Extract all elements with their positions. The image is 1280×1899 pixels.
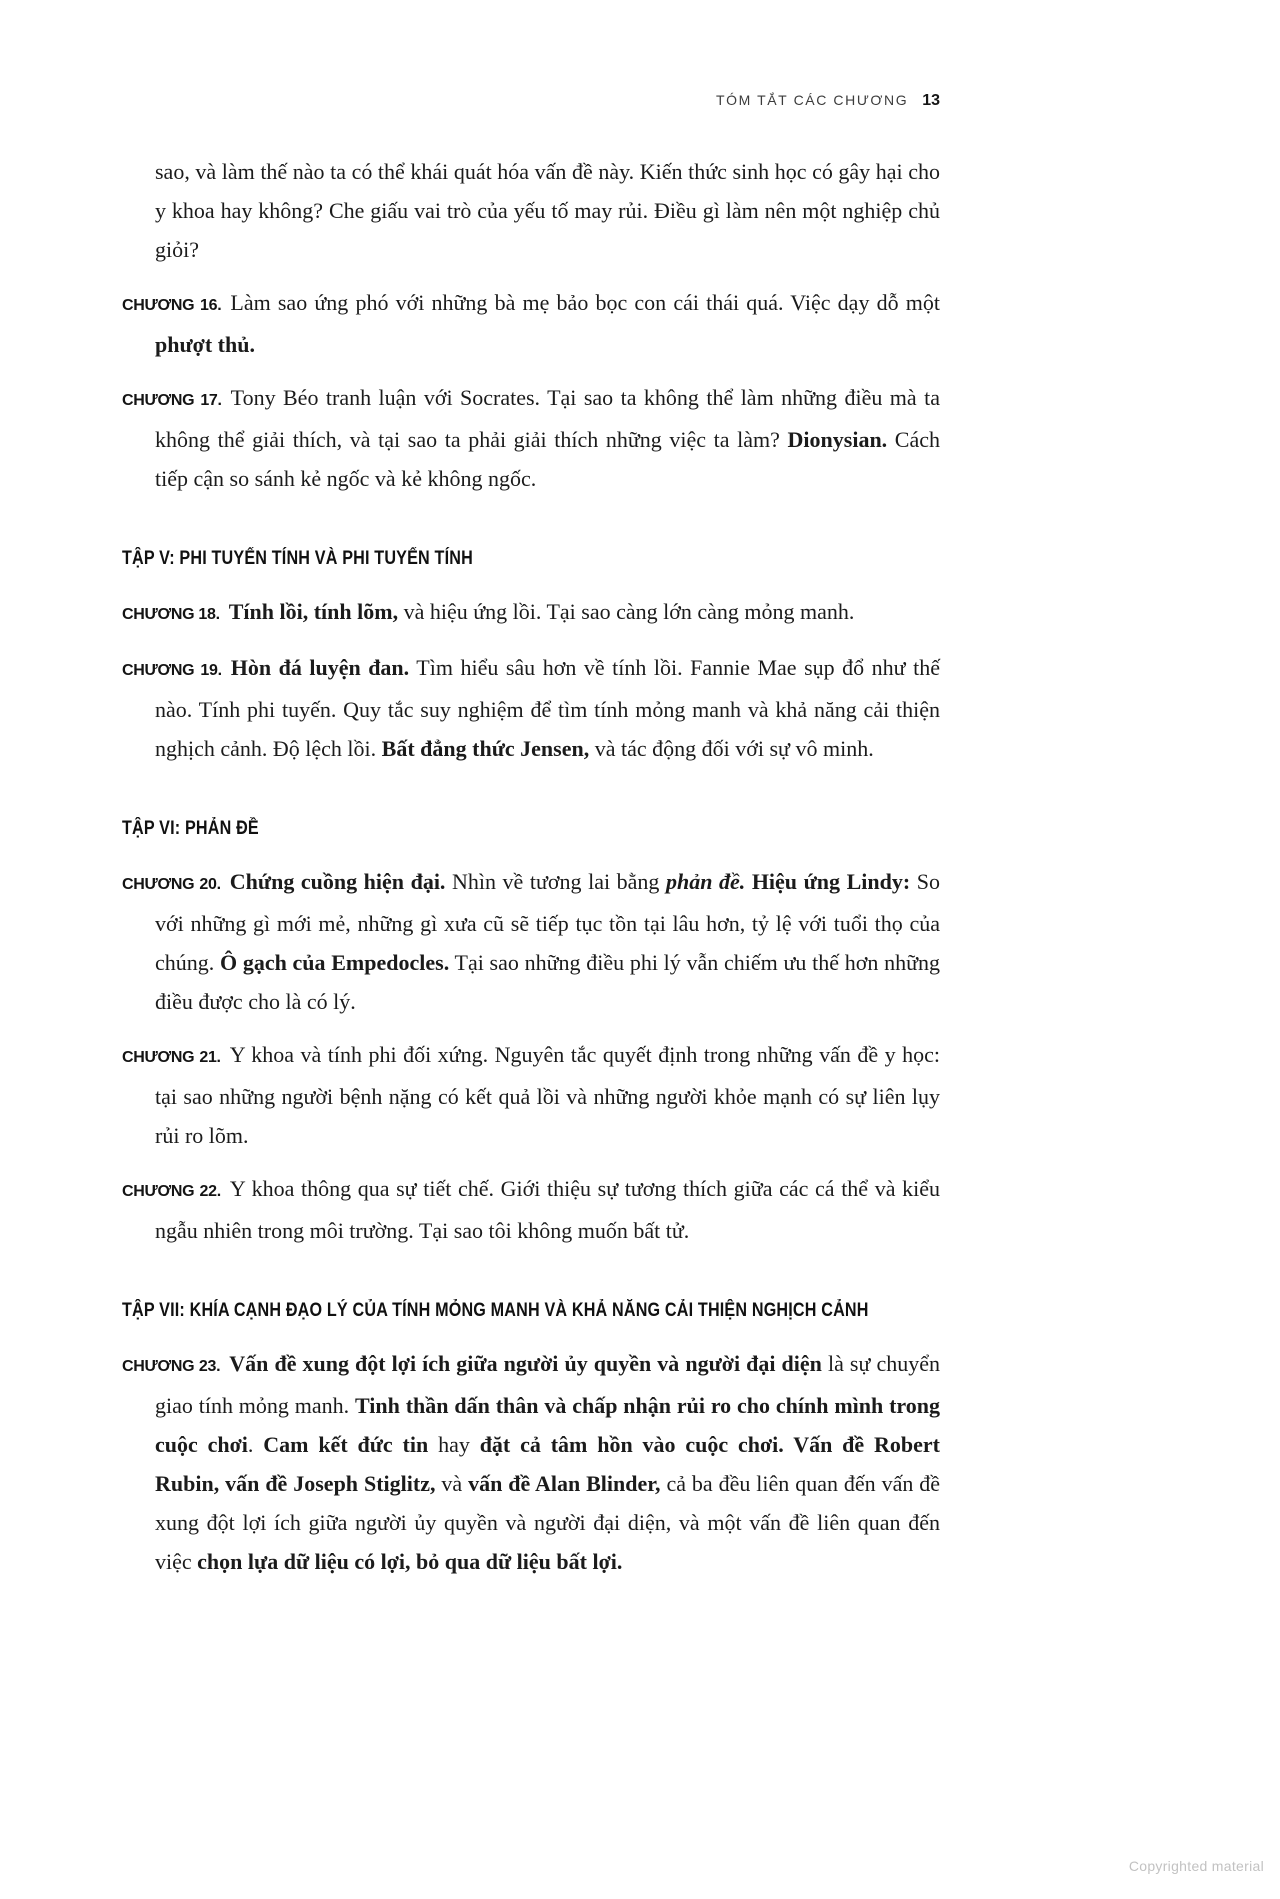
section-heading-book-vii (122, 1296, 940, 1324)
running-header (122, 0, 940, 110)
chapter-summary (155, 385, 940, 491)
chapter-entry-16 (122, 283, 940, 364)
text-run: Chứng cuồng hiện đại. (229, 869, 446, 894)
text-run: vấn đề Alan Blinder, (468, 1471, 661, 1496)
chapter-entry-19 (122, 648, 940, 768)
text-run: Tính lồi, tính lõm, (228, 599, 399, 624)
chapter-label: CHƯƠNG 21. (122, 1049, 221, 1066)
text-run: Cách tiếp cận so sánh kẻ ngốc và kẻ không ngốc. (155, 427, 941, 491)
chapter-label: CHƯƠNG 19. (122, 662, 222, 679)
text-run: Hòn đá luyện đan. (230, 655, 410, 680)
chapter-entry-20 (122, 862, 940, 1021)
text-run: vấn đề Joseph Stiglitz, (225, 1471, 436, 1496)
text-run: Y khoa thông qua sự tiết chế. Giới thiệu sự tương thích giữa các cá thể và kiểu ngẫu nhiên trong môi trường. Tại sao tôi không muốn bất tử. (155, 1176, 940, 1243)
chapter-label: CHƯƠNG 17. (122, 392, 222, 409)
chapter-summary (155, 655, 940, 761)
intro-paragraph (122, 152, 940, 269)
text-run: Tìm hiểu sâu hơn về tính lồi. Fannie Mae sụp đổ như thế nào. Tính phi tuyến. Quy tắc suy nghiệm để tìm tính mỏng manh và khả năng cải thiện nghịch cảnh. Độ lệch lồi. (155, 655, 940, 761)
chapter-entry-23 (122, 1344, 940, 1581)
chapter-entry-17 (122, 378, 940, 498)
text-run: và tác động đối với sự vô minh. (589, 736, 874, 761)
section-heading-text: TẬP VII: KHÍA CẠNH ĐẠO LÝ CỦA TÍNH MỎNG MANH VÀ KHẢ NĂNG CẢI THIỆN NGHỊCH CẢNH (122, 1300, 869, 1321)
chapter-summary (229, 599, 855, 624)
chapter-label: CHƯƠNG 20. (122, 876, 221, 893)
section-heading-book-vi (122, 814, 940, 842)
chapter-entry-22 (122, 1169, 940, 1250)
section-heading-text: TẬP V: PHI TUYẾN TÍNH VÀ PHI TUYẾN TÍNH (122, 548, 473, 569)
text-run: sao, và làm thế nào ta có thể khái quát hóa vấn đề này. Kiến thức sinh học có gây hại cho y khoa hay không? Che giấu vai trò của yếu tố may rủi. Điều gì làm nên một nghiệp chủ giỏi? (155, 159, 940, 262)
text-run: Tại sao những điều phi lý vẫn chiếm ưu thế hơn những điều được cho là có lý. (155, 950, 940, 1014)
chapter-label: CHƯƠNG 18. (122, 606, 220, 623)
text-run: Vấn đề xung đột lợi ích giữa người ủy quyền và người đại diện (229, 1351, 822, 1376)
text-run: phượt thủ. (155, 332, 255, 357)
text-run: Cam kết đức tin (263, 1432, 429, 1457)
chapter-entry-21 (122, 1035, 940, 1155)
text-run: cả ba đều liên quan đến vấn đề xung đột lợi ích giữa người ủy quyền và người đại diện, và một vấn đề liên quan đến việc (155, 1471, 941, 1574)
chapter-summary (155, 1042, 940, 1148)
paragraph-text (155, 159, 940, 262)
text-run: . (247, 1432, 264, 1457)
chapter-summary (155, 869, 940, 1014)
text-run: và hiệu ứng lồi. Tại sao càng lớn càng mỏng manh. (398, 599, 855, 624)
text-run: và (435, 1471, 469, 1496)
text-run: So với những gì mới mẻ, những gì xưa cũ sẽ tiếp tục tồn tại lâu hơn, tỷ lệ với tuổi thọ của chúng. (155, 869, 940, 975)
text-run: Tinh thần dấn thân và chấp nhận rủi ro cho chính mình trong cuộc chơi (155, 1393, 941, 1457)
text-column (122, 0, 940, 1581)
chapter-label: CHƯƠNG 16. (122, 297, 222, 314)
running-title: TÓM TẮT CÁC CHƯƠNG (715, 92, 909, 108)
text-run: đặt cả tâm hồn vào cuộc chơi. Vấn đề Robert Rubin, (155, 1432, 941, 1496)
text-run: chọn lựa dữ liệu có lợi, bỏ qua dữ liệu bất lợi. (197, 1549, 623, 1574)
chapter-label: CHƯƠNG 22. (122, 1183, 221, 1200)
text-run: Y khoa và tính phi đối xứng. Nguyên tắc quyết định trong những vấn đề y học: tại sao những người bệnh nặng có kết quả lồi và những người khỏe mạnh có sự liên lụy rủi ro lõm. (155, 1042, 940, 1148)
chapter-entry-18 (122, 592, 940, 634)
text-run: phản đề. (665, 869, 746, 894)
page-number: 13 (922, 92, 940, 109)
chapter-summary (155, 290, 940, 357)
text-run: Làm sao ứng phó với những bà mẹ bảo bọc con cái thái quá. Việc dạy dỗ một (230, 290, 940, 315)
text-run: Nhìn về tương lai bằng (445, 869, 666, 894)
chapter-summary (155, 1176, 940, 1243)
text-run: Bất đẳng thức Jensen, (381, 736, 590, 761)
section-heading-book-v (122, 544, 940, 572)
text-run: hay (428, 1432, 480, 1457)
chapter-summary (155, 1351, 940, 1574)
text-run: Ô gạch của Empedocles. (219, 950, 450, 975)
chapter-label: CHƯƠNG 23. (122, 1358, 221, 1375)
text-run: Hiệu ứng Lindy: (751, 869, 911, 894)
section-heading-text: TẬP VI: PHẢN ĐỀ (122, 818, 259, 839)
text-run: Dionysian. (787, 427, 888, 452)
text-run: Tony Béo tranh luận với Socrates. Tại sao ta không thể làm những điều mà ta không thể giải thích, và tại sao ta phải giải thích những việc ta làm? (155, 385, 940, 452)
copyright-notice: Copyrighted material (1128, 1858, 1264, 1874)
text-run: là sự chuyển giao tính mỏng manh. (155, 1351, 940, 1418)
